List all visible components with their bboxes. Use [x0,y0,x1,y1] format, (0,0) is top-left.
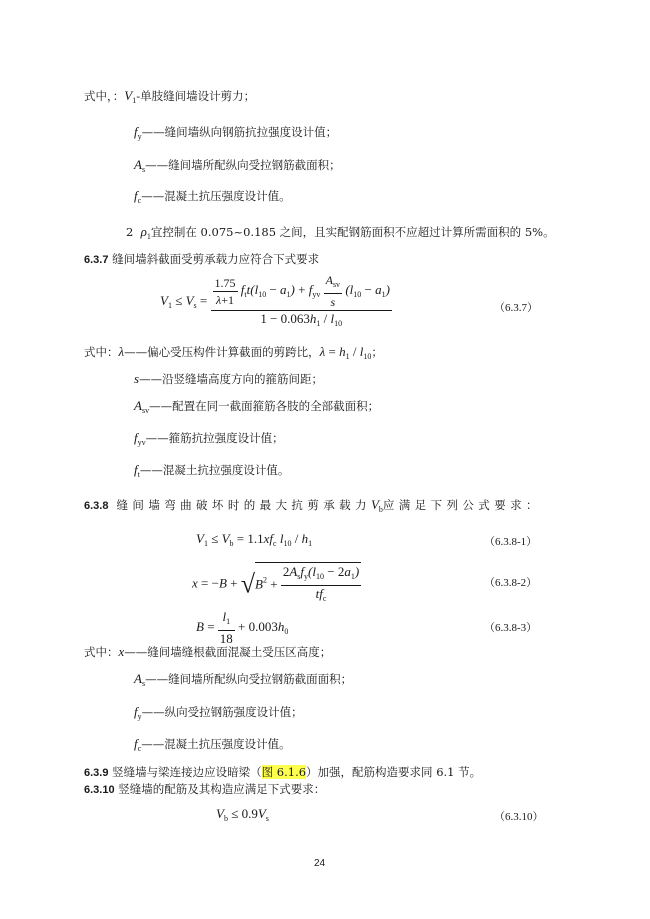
symbol-lambda: λ [118,344,125,359]
symbol-v1: $V_1$ [124,88,137,105]
symbol-fyv: $f_{yv}$ [134,430,146,447]
defs2-ft-desc: ——混凝土抗拉强度设计值。 [139,463,290,477]
defs2-lambda-desc: ——偏心受压构件计算截面的剪跨比， [124,345,320,359]
section-6-3-8-text-tail: 应满足下列公式要求： [382,498,542,512]
defs1-v1-line [84,88,255,109]
symbol-vb: $V_b$ [370,497,383,514]
symbol-rho1: $\rho_1$ [140,224,151,241]
equation-6-3-7-number: （6.3.7） [494,302,538,314]
section-6-3-8-heading [84,497,542,518]
defs1-fc-line [134,188,291,209]
defs2-s-desc: ——沿竖缝墙高度方向的箍筋间距； [139,372,324,386]
section-6-3-9-text-before: 竖缝墙与梁连接边应设暗梁（ [112,765,262,779]
item2-num: 2 [126,225,134,239]
defs2-intro: 式中： [84,345,119,359]
symbol-as: $A_s$ [134,157,146,174]
section-6-3-10 [84,781,325,798]
page-number: 24 [314,858,326,869]
defs2-asv-line [134,398,379,419]
section-6-3-7-heading [84,251,319,268]
symbol-ft: $f_t$ [134,462,140,479]
equation-6-3-8-1: $V_1 \le V_b = 1.1xf_c$ $l_{10} / h_1$ [196,531,313,548]
defs2-fyv-desc: ——箍筋抗拉强度设计值； [145,431,284,445]
defs1-fc-desc: ——混凝土抗压强度设计值。 [141,189,291,203]
defs3-fc-desc: ——混凝土抗压强度设计值。 [141,737,291,751]
item2-line [126,224,555,245]
defs3-fy-line [134,704,303,725]
defs2-asv-desc: ——配置在同一截面箍筋各肢的全部截面积； [149,399,380,413]
defs2-fyv-line [134,430,284,451]
defs3-x-desc: ——缝间墙缝根截面混凝土受压区高度； [124,645,332,659]
symbol-fc-2: $f_c$ [134,736,142,753]
symbol-fc: $f_c$ [134,188,142,205]
defs1-fy-desc: ——缝间墙纵向钢筋抗拉强度设计值； [141,125,338,139]
section-6-3-8-text: 缝间墙弯曲破坏时的最大抗剪承载力 [116,498,371,512]
symbol-as-2: $A_s$ [134,671,146,688]
equation-6-3-10-number: （6.3.10） [494,811,544,823]
defs2-s-line [134,371,323,387]
defs3-as-line [134,671,352,692]
figure-reference-highlight[interactable]: 图 6.1.6 [261,765,307,779]
section-6-3-9-number: 6.3.9 [84,767,109,779]
section-6-3-7-text: 缝间墙斜截面受剪承载力应符合下式要求 [112,252,320,266]
section-6-3-7-number: 6.3.7 [84,254,109,266]
section-6-3-8-number: 6.3.8 [84,500,109,512]
lambda-formula: $\lambda = h_1 / l_{10}$ [319,344,372,361]
item2-text: 宜控制在 0.075~0.185 之间，且实配钢筋面积不应超过计算所需面积的 5%。 [150,225,555,239]
defs3-fc-line [134,736,291,757]
defs1-intro: 式中，： [84,89,125,103]
symbol-fy: $f_y$ [134,124,142,141]
section-6-3-9-text-after: ）加强，配筋构造要求同 6.1 节。 [306,765,482,779]
section-6-3-10-number: 6.3.10 [84,784,115,796]
equation-6-3-10: $V_b \le 0.9V_s$ [216,806,269,823]
symbol-s: s [134,371,140,386]
section-6-3-9 [84,764,481,781]
equation-6-3-8-2-number: （6.3.8-2） [484,577,538,589]
defs3-x-line [84,644,331,660]
section-6-3-10-text: 竖缝墙的配筋及其构造应满足下式要求： [118,782,326,796]
defs3-fy-desc: ——纵向受拉钢筋强度设计值； [141,705,303,719]
defs3-intro: 式中： [84,645,119,659]
defs2-ft-line [134,462,289,483]
defs1-v1-desc: -单肢缝间墙设计剪力； [136,89,256,103]
equation-6-3-8-2: $x = -B + √B^2$ + $\frac{2A_sf_y(l_{10} - 2a_1)}{tf_c}$ [192,562,361,607]
defs1-as-desc: ——缝间墙所配纵向受拉钢筋截面积； [145,158,341,172]
equation-6-3-8-3-number: （6.3.8-3） [484,622,538,634]
equation-6-3-8-1-number: （6.3.8-1） [484,536,538,548]
defs3-as-desc: ——缝间墙所配纵向受拉钢筋截面面积； [145,672,353,686]
symbol-x: x [118,644,125,659]
defs1-as-line [134,157,341,178]
defs2-lambda-line: 式中：λ——偏心受压构件计算截面的剪跨比，$\lambda = h_1 / l_{10}$； [84,344,383,361]
equation-6-3-8-3: B = $\frac{l_1}{18}$ + $0.003h_0$ [196,609,289,646]
symbol-fy-2: $f_y$ [134,704,142,721]
equation-6-3-7: $V_1 \le V_s$ = $\frac{1.75}{\lambda+1}$ $f_tt(l_{10} - a_1) + f_{yv}$ $\frac{A_{sv}}{s}$ $(l_{10} - a_1)$ $1 - 0.063h_1 / l_{10}$ [160,273,390,328]
symbol-asv: $A_{sv}$ [134,398,150,415]
defs1-fy-line [134,124,337,145]
